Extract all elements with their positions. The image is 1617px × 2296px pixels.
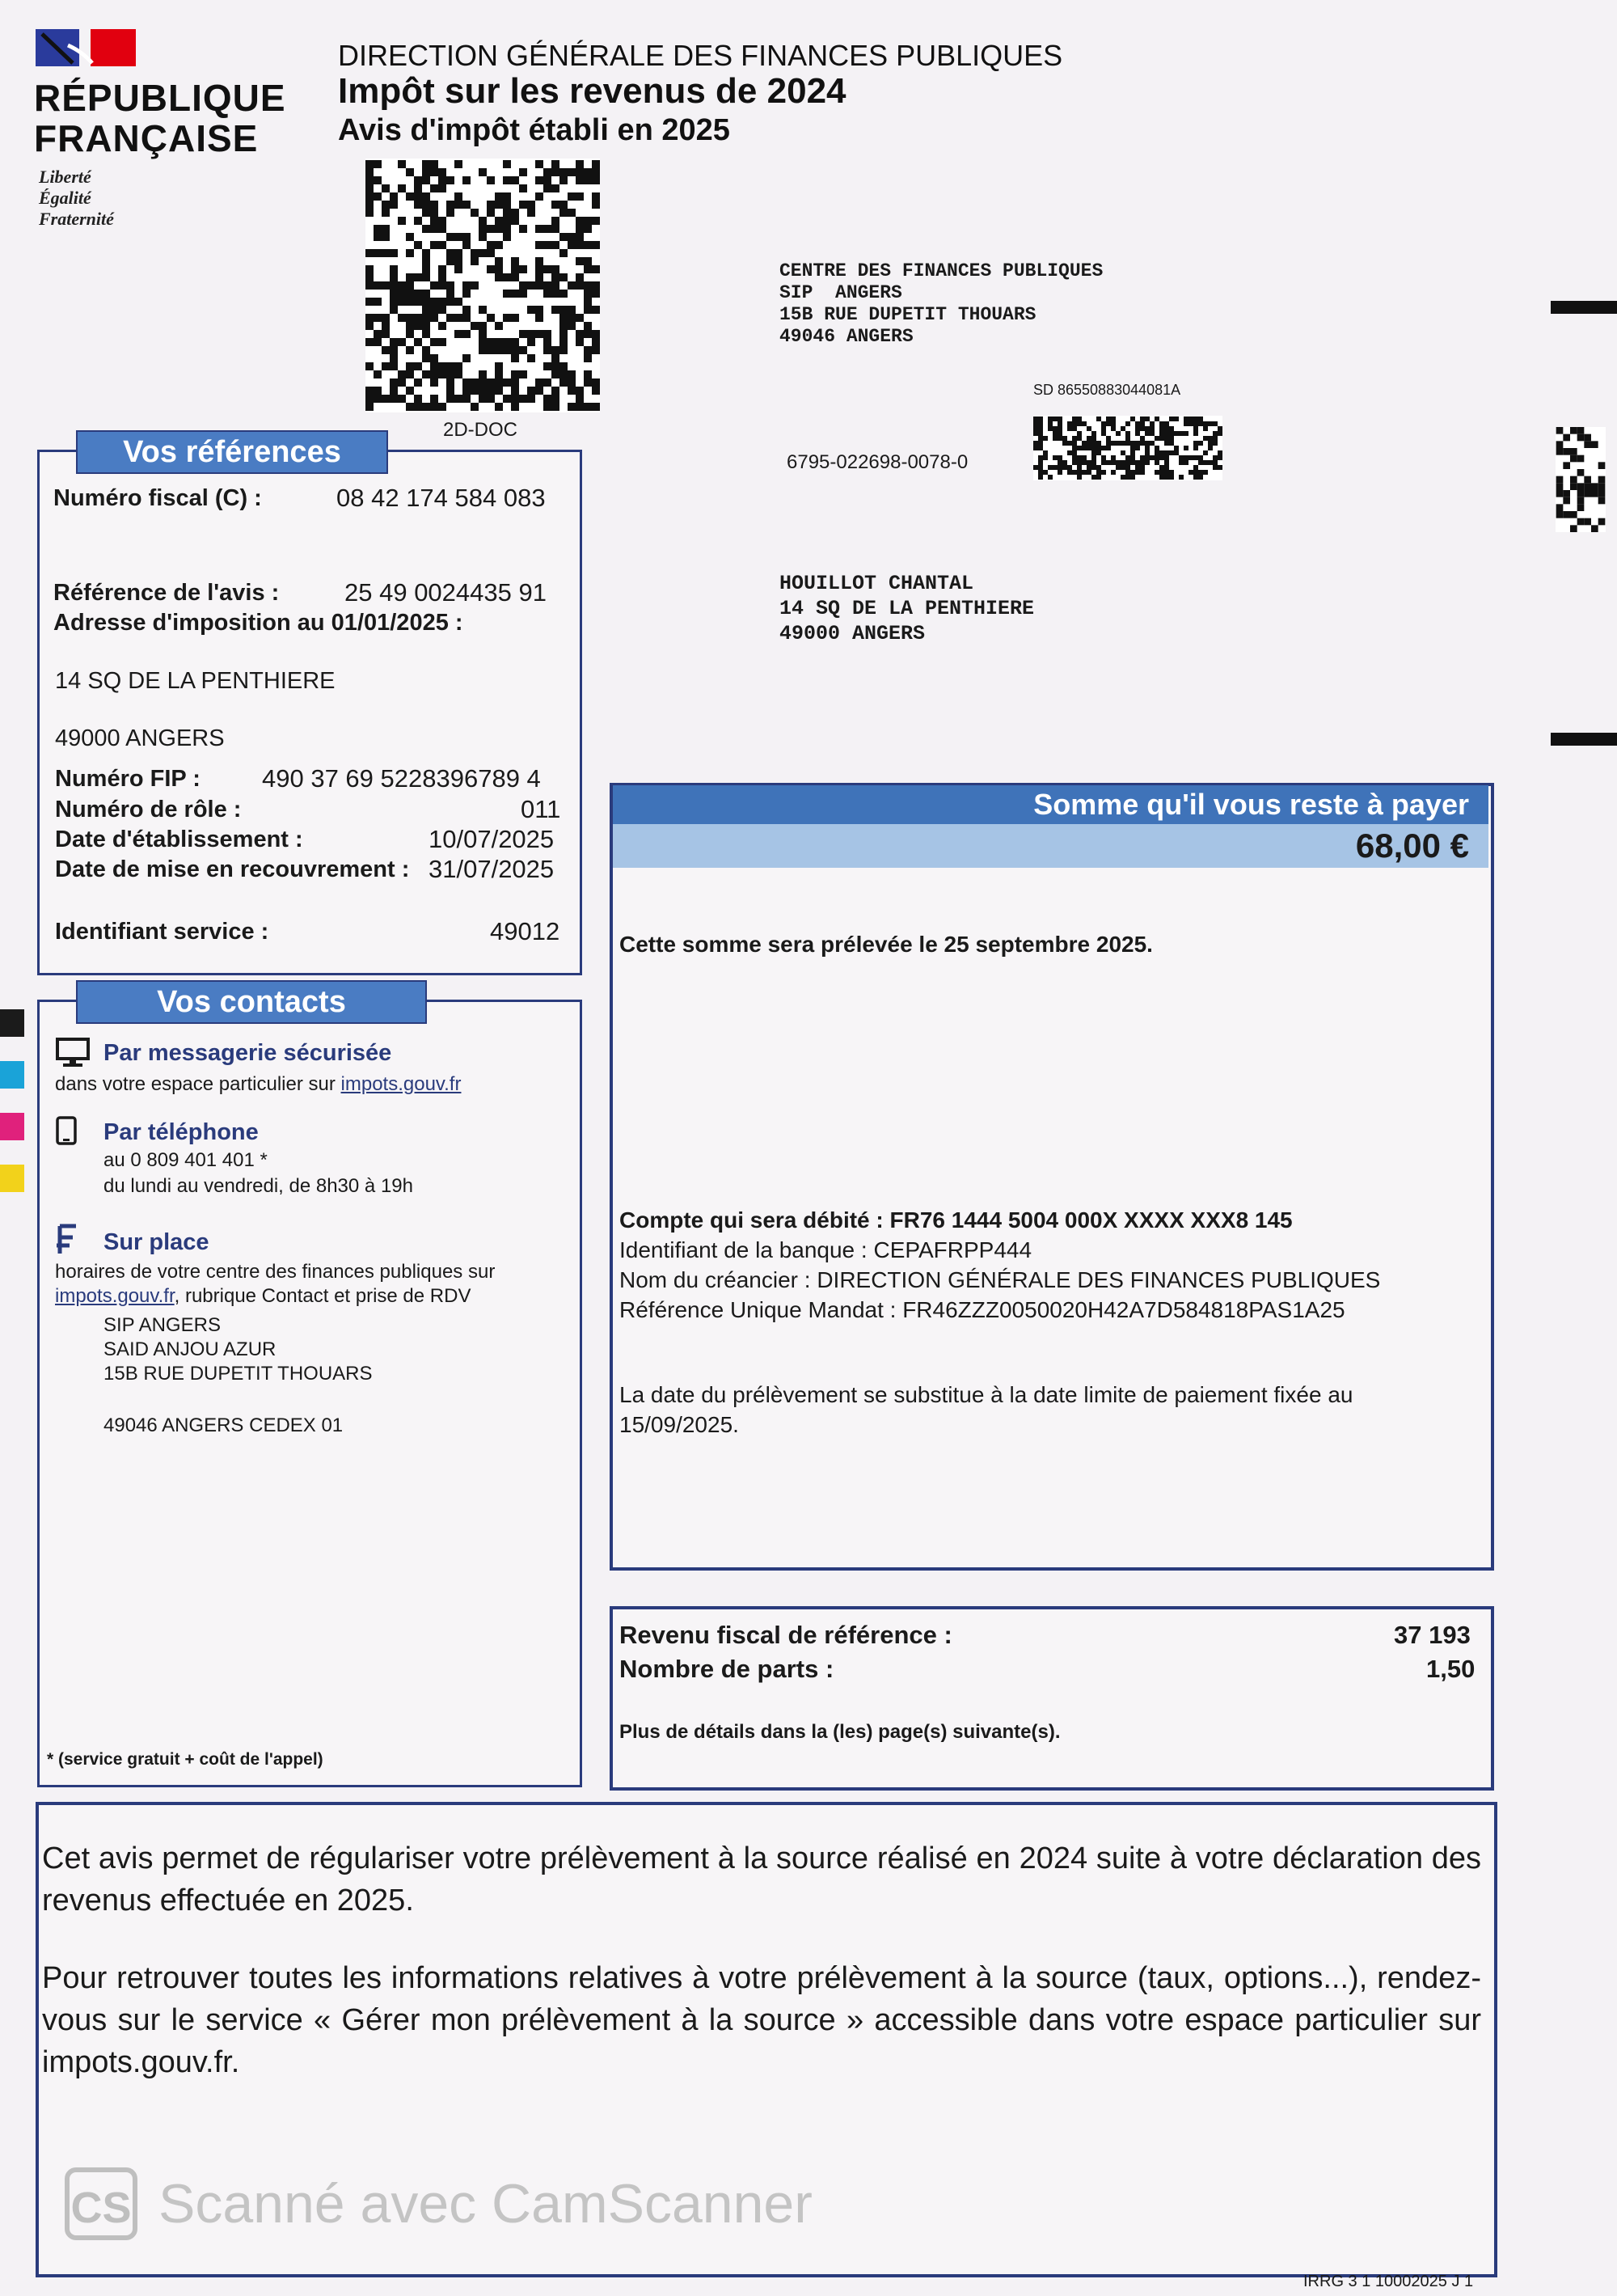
substitution-note: La date du prélèvement se substitue à la date limite de paiement fixée au 15/09/2025. [619,1382,1353,1437]
edge-mark [1551,733,1617,746]
2d-doc-barcode-icon [365,159,600,412]
details-note: Plus de détails dans la (les) page(s) suivante(s). [619,1721,1061,1743]
footer-code: IRRG 3 1 10002025 J 1 [1303,2273,1474,2290]
registration-mark-cyan [0,1061,24,1089]
header-document-title: Impôt sur les revenus de 2024 [338,71,846,111]
debit-date: Cette somme sera prélevée le 25 septembre 2025. [619,932,1153,957]
computer-icon [55,1037,91,1068]
impots-link[interactable]: impots.gouv.fr [340,1073,462,1095]
header-direction: DIRECTION GÉNÉRALE DES FINANCES PUBLIQUES [338,39,1063,72]
etablissement-value: 10/07/2025 [429,825,555,853]
impots-link[interactable]: impots.gouv.fr [55,1285,175,1307]
franc-currency-icon [55,1223,79,1255]
bank-identifier: Identifiant de la banque : CEPAFRPP444 [619,1237,1032,1262]
sur-place-title: Sur place [103,1229,209,1255]
sd-code: SD 86550883044081A [1033,382,1181,398]
republic-motto: Liberté Égalité Fraternité [39,167,114,229]
info-paragraph-1: Cet avis permet de régulariser votre prélèvement à la source réalisé en 2024 suite à votre déclaration des revenus effectuée en 2025. [42,1841,1481,1918]
reference-avis-value: 25 49 0024435 91 [344,578,547,607]
parts-value: 1,50 [1426,1655,1476,1683]
info-paragraph-2: Pour retrouver toutes les informations relatives à votre prélèvement à la source (taux, options...), rendez-vous sur le service « Gérer mon prélèvement à la source » accessible dans votre espace particulier sur impots.gouv.fr. [42,1961,1481,2079]
messagerie-text: dans votre espace particulier sur impots.gouv.fr [55,1073,462,1095]
edge-barcode-icon [1556,427,1606,532]
edge-mark [1551,301,1617,314]
role-label: Numéro de rôle : [55,797,242,822]
2d-doc-label: 2D-DOC [443,419,518,441]
adresse-line2: 49000 ANGERS [55,725,225,751]
references-title: Vos références [76,430,388,474]
contacts-footnote: * (service gratuit + coût de l'appel) [47,1750,323,1769]
sur-place-text: horaires de votre centre des finances publiques sur impots.gouv.fr, rubrique Contact et prise de RDV [55,1261,496,1307]
contacts-title: Vos contacts [76,980,427,1024]
messagerie-title: Par messagerie sécurisée [103,1040,392,1066]
adresse-line1: 14 SQ DE LA PENTHIERE [55,668,336,694]
role-value: 011 [521,795,561,823]
payment-details [619,1205,1380,1325]
service-label: Identifiant service : [55,919,269,945]
registration-mark-magenta [0,1113,24,1140]
fip-value: 490 37 69 5228396789 4 [262,764,541,793]
rfr-label: Revenu fiscal de référence : [619,1621,952,1649]
etablissement-label: Date d'établissement : [55,827,303,852]
reference-avis-label: Référence de l'avis : [53,580,280,606]
recouvrement-label: Date de mise en recouvrement : [55,856,410,882]
datamatrix-barcode-icon [1033,416,1222,480]
debited-account: Compte qui sera débité : FR76 1444 5004 000X XXXX XXX8 145 [619,1207,1293,1233]
adresse-imposition-label: Adresse d'imposition au 01/01/2025 : [53,610,463,636]
fip-label: Numéro FIP : [55,766,201,792]
payment-box [610,783,1494,1571]
rfr-value: 37 193 [1394,1621,1471,1649]
parts-label: Nombre de parts : [619,1655,834,1683]
registration-mark-yellow [0,1165,24,1192]
camscanner-watermark: Scanné avec CamScanner [158,2173,813,2235]
mandate-reference: Référence Unique Mandat : FR46ZZZ0050020H42A7D584818PAS1A25 [619,1297,1345,1322]
telephone-number[interactable]: au 0 809 401 401 * [103,1149,268,1171]
header-document-subtitle: Avis d'impôt établi en 2025 [338,113,730,147]
republique-francaise-title: RÉPUBLIQUE FRANÇAISE [34,77,286,159]
numero-fiscal-value: 08 42 174 584 083 [336,484,546,512]
registration-mark-black [0,1009,24,1037]
telephone-title: Par téléphone [103,1119,259,1145]
tax-centre-address: CENTRE DES FINANCES PUBLIQUES SIP ANGERS 15B RUE DUPETIT THOUARS 49046 ANGERS [779,260,1104,347]
phone-icon [55,1116,78,1145]
references-box [37,450,582,975]
recouvrement-value: 31/07/2025 [429,855,555,883]
creditor-name: Nom du créancier : DIRECTION GÉNÉRALE DES FINANCES PUBLIQUES [619,1267,1381,1292]
numero-fiscal-label: Numéro fiscal (C) : [53,485,262,511]
payment-title: Somme qu'il vous reste à payer [613,785,1488,824]
mailing-reference-number: 6795-022698-0078-0 [787,451,969,473]
telephone-hours: du lundi au vendredi, de 8h30 à 19h [103,1175,413,1197]
addressee-block: HOUILLOT CHANTAL 14 SQ DE LA PENTHIERE 49000 ANGERS [779,572,1035,645]
service-value: 49012 [490,917,560,945]
camscanner-logo-icon: CS [65,2167,137,2240]
tax-office-address: SIP ANGERS SAID ANJOU AZUR 15B RUE DUPETIT THOUARS 49046 ANGERS CEDEX 01 [103,1314,373,1436]
marianne-logo-icon [36,29,136,68]
payment-amount: 68,00 € [613,824,1488,868]
